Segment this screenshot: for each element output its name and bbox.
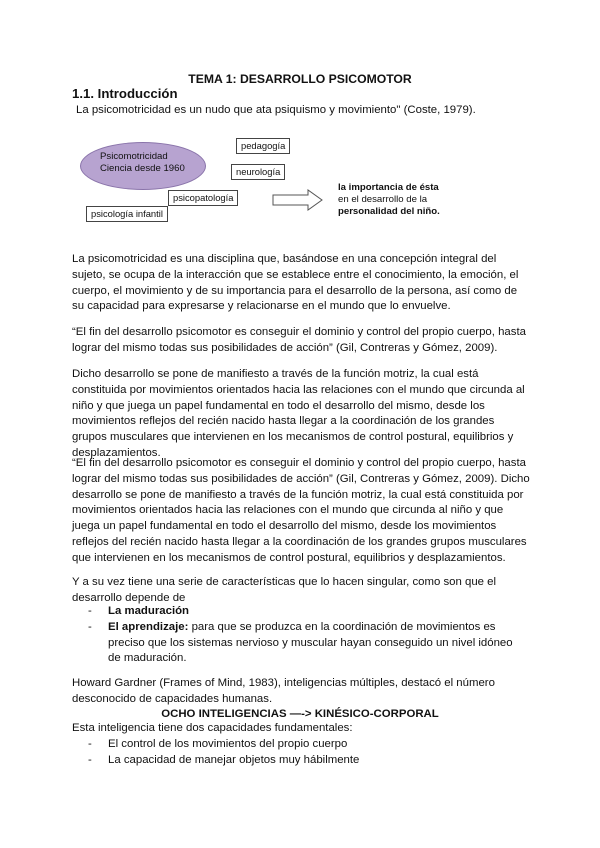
characteristics-list bbox=[88, 604, 528, 667]
box-psicologia-infantil: psicología infantil bbox=[86, 206, 168, 222]
list-item bbox=[88, 737, 528, 753]
gardner-paragraph: Howard Gardner (Frames of Mind, 1983), inteligencias múltiples, destacó el número desconocido de capacidades humanas. bbox=[72, 677, 495, 705]
importance-line1: la importancia de ésta bbox=[338, 182, 439, 193]
importance-line3: personalidad del niño. bbox=[338, 206, 440, 217]
box-neurologia: neurología bbox=[231, 164, 285, 180]
importance-text bbox=[338, 182, 440, 218]
paragraph-5: Y a su vez tiene una serie de características que lo hacen singular, como son que el desarrollo depende de bbox=[72, 576, 497, 604]
paragraph-2: “El fin del desarrollo psicomotor es conseguir el dominio y control del propio cuerpo, hasta lograr del mismo todas sus posibilidades de acción” (Gil, Contreras y Gómez, 2009). bbox=[72, 326, 526, 354]
importance-line2: en el desarrollo de la bbox=[338, 194, 428, 205]
list-item bbox=[88, 753, 528, 769]
paragraph-1: La psicomotricidad es una disciplina que, basándose en una concepción integral del sujeto, se ocupa de la interacción que se establece entre el conocimiento, la emoción, el cuerpo, el movimiento y de su importancia para el desarrollo de la persona, así como de su capacidad para expresarse y relacionarse en el mundo que lo envuelve. bbox=[72, 253, 519, 313]
intro-quote: La psicomotricidad es un nudo que ata psiquismo y movimiento" (Coste, 1979). bbox=[76, 104, 476, 116]
capacidades-intro: Esta inteligencia tiene dos capacidades fundamentales: bbox=[72, 722, 353, 734]
item-maduracion: La maduración bbox=[108, 605, 190, 617]
list-item bbox=[88, 604, 528, 620]
list-dash: - bbox=[88, 753, 92, 766]
ellipse-title: Psicomotricidad bbox=[100, 151, 168, 162]
capacidades-list bbox=[88, 737, 528, 769]
list-dash: - bbox=[88, 620, 92, 633]
list-dash: - bbox=[88, 738, 92, 750]
section-heading: 1.1. Introducción bbox=[72, 86, 178, 101]
paragraph-4: “El fin del desarrollo psicomotor es conseguir el dominio y control del propio cuerpo, hasta lograr del mismo todas sus posibilidades de acción” (Gil, Contreras y Gómez, 2009). Dicho desarrollo se pone de manifiesto a través de la función motriz, la cual está constituida por movimientos orientados hacia las relaciones con el mundo que circunda al niño y que juega un papel fundamental en todo el desarrollo del mismo, desde los movimientos reflejos del recién nacido hasta llegar a la coordinación de los grandes grupos musculares que intervienen en los mecanismos de control postural, equilibrios y desplazamientos. bbox=[72, 457, 530, 564]
item-control-movimientos: El control de los movimientos del propio cuerpo bbox=[108, 738, 348, 750]
box-psicopatologia: psicopatología bbox=[168, 190, 238, 206]
right-arrow-icon bbox=[272, 189, 324, 211]
list-dash: - bbox=[88, 605, 92, 617]
box-pedagogia: pedagogía bbox=[236, 138, 290, 154]
item-aprendizaje-label: El aprendizaje: bbox=[108, 620, 189, 633]
paragraph-3: Dicho desarrollo se pone de manifiesto a través de la función motriz, la cual está constituida por movimientos orientados hacia las relaciones con el mundo que circunda al niño y que juega un papel fundamental en todo el desarrollo del mismo, desde los movimientos reflejos del recién nacido hasta llegar a la coordinación de los grandes grupos musculares que intervienen en los mecanismos de control postural, equilibrios y desplazamientos. bbox=[72, 368, 525, 459]
item-aprendizaje-text: para que se produzca en la coordinación de movimientos es preciso que los sistemas nervioso y muscular hayan conseguido un nivel idóneo de maduración. bbox=[108, 620, 513, 665]
list-item bbox=[88, 620, 528, 667]
ellipse-subtitle: Ciencia desde 1960 bbox=[100, 163, 185, 174]
document-title: TEMA 1: DESARROLLO PSICOMOTOR bbox=[188, 72, 412, 86]
ocho-inteligencias-heading: OCHO INTELIGENCIAS —-> KINÉSICO-CORPORAL bbox=[161, 708, 439, 720]
item-manejar-objetos: La capacidad de manejar objetos muy hábilmente bbox=[108, 753, 360, 766]
